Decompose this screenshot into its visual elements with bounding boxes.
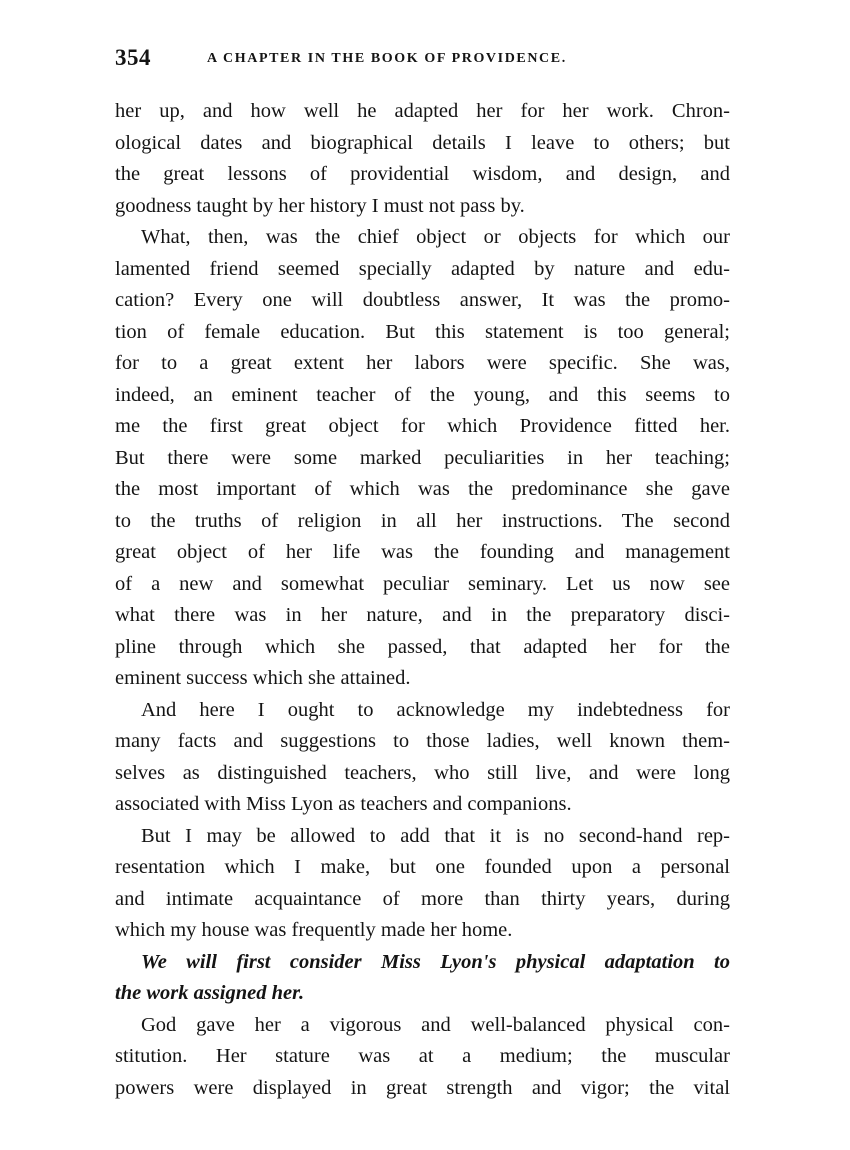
text-line: selves as distinguished teachers, who still live, and were long [115, 761, 730, 784]
text-line: for to a great extent her labors were specific. She was, [115, 352, 730, 374]
page-number: 354 [115, 45, 151, 70]
text-line: the most important of which was the predominance she gave [115, 478, 730, 500]
running-title: A CHAPTER IN THE BOOK OF PROVIDENCE. [207, 51, 567, 66]
text-line: associated with Miss Lyon as teachers and companions. [115, 793, 572, 815]
text-line: goodness taught by her history I must not pass by. [115, 194, 525, 217]
text-line: eminent success which she attained. [115, 667, 411, 689]
paragraph [115, 821, 730, 947]
text-line: And here I ought to acknowledge my indebtedness for [141, 698, 730, 721]
paragraph [115, 222, 730, 695]
page-header [115, 42, 730, 82]
text-line: We will first consider Miss Lyon's physical adaptation to [141, 950, 730, 973]
text-line: resentation which I make, but one founded upon a personal [115, 856, 730, 878]
page-body [115, 96, 730, 1104]
text-line: great object of her life was the founding and management [115, 541, 730, 563]
book-page [115, 42, 730, 1104]
paragraph [115, 695, 730, 821]
text-line: powers were displayed in great strength and vigor; the vital [115, 1076, 730, 1099]
text-line: tion of female education. But this statement is too general; [115, 320, 730, 343]
text-line: many facts and suggestions to those ladies, well known them- [115, 730, 730, 752]
text-line: indeed, an eminent teacher of the young, and this seems to [115, 383, 730, 406]
text-line: stitution. Her stature was at a medium; the muscular [115, 1045, 730, 1067]
text-line: lamented friend seemed specially adapted by nature and edu- [115, 257, 730, 280]
text-line: her up, and how well he adapted her for her work. Chron- [115, 100, 730, 122]
text-line: What, then, was the chief object or objects for which our [141, 226, 730, 248]
text-line: God gave her a vigorous and well-balanced physical con- [141, 1013, 730, 1036]
text-line: the work assigned her. [115, 982, 305, 1004]
paragraph [115, 1010, 730, 1105]
paragraph [115, 96, 730, 222]
text-line: me the first great object for which Providence fitted her. [115, 415, 730, 437]
text-line: and intimate acquaintance of more than thirty years, during [115, 887, 730, 910]
text-line: what there was in her nature, and in the preparatory disci- [115, 604, 730, 626]
text-line: But there were some marked peculiarities in her teaching; [115, 446, 730, 469]
text-line: ological dates and biographical details I leave to others; but [115, 131, 730, 154]
text-line: But I may be allowed to add that it is no second-hand rep- [141, 824, 730, 847]
text-line: of a new and somewhat peculiar seminary. Let us now see [115, 572, 730, 595]
text-line: the great lessons of providential wisdom, and design, and [115, 163, 730, 185]
section-heading-paragraph [115, 947, 730, 1010]
text-line: which my house was frequently made her home. [115, 919, 513, 941]
text-line: pline through which she passed, that adapted her for the [115, 635, 730, 658]
text-line: cation? Every one will doubtless answer, It was the promo- [115, 289, 730, 311]
text-line: to the truths of religion in all her instructions. The second [115, 509, 730, 532]
